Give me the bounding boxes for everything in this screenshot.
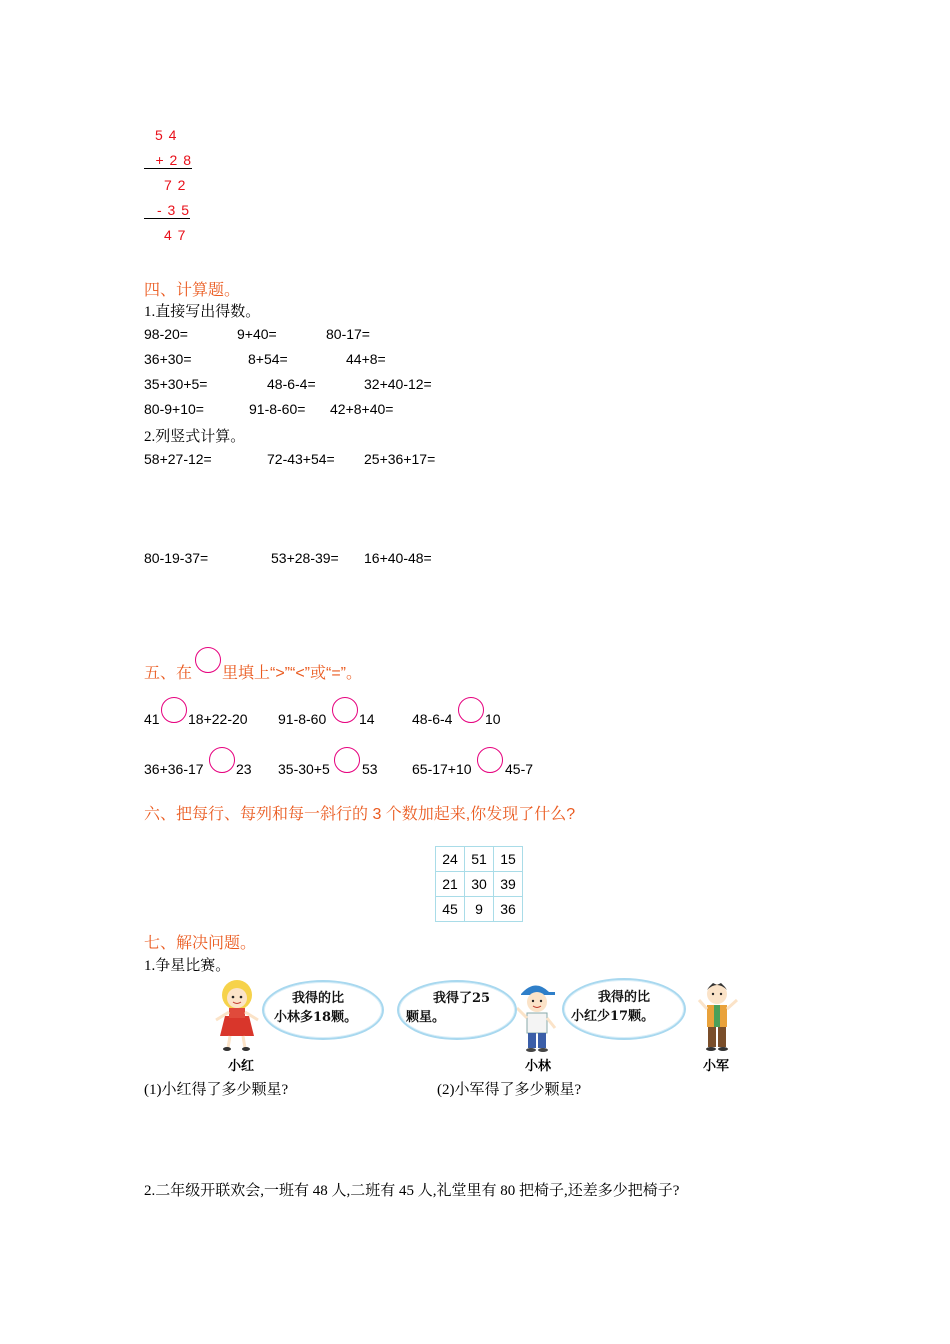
vertical-calc-item: 16+40-48= <box>364 550 432 566</box>
s4-q1: 1.直接写出得数。 <box>144 304 261 320</box>
compare-circle[interactable] <box>477 747 503 773</box>
vertical-calc-item: 80-19-37= <box>144 550 209 566</box>
vertical-result-2: 4 7 <box>164 227 187 243</box>
compare-circle[interactable] <box>209 747 235 773</box>
calc-item: 48-6-4= <box>267 376 316 392</box>
s4-q2: 2.列竖式计算。 <box>144 429 246 445</box>
grid-cell: 21 <box>436 872 465 897</box>
section-4-title: 四、计算题。 <box>144 282 241 299</box>
compare-right: 10 <box>485 711 501 727</box>
compare-left: 35-30+5 <box>278 761 330 777</box>
compare-circle[interactable] <box>458 697 484 723</box>
bubble2-line2: 颗星。 <box>406 1010 446 1025</box>
boy-xiaolin-icon <box>517 985 555 1052</box>
grid-cell: 15 <box>494 847 523 872</box>
calc-item: 80-9+10= <box>144 401 204 417</box>
section-5-title-b: 里填上“>”“<”或“=”。 <box>222 665 363 682</box>
compare-right: 45-7 <box>505 761 534 777</box>
vertical-calc-item: 25+36+17= <box>364 451 436 467</box>
calc-item: 44+8= <box>346 351 386 367</box>
section-5-title-a: 五、在 <box>144 665 193 682</box>
grid-cell: 51 <box>465 847 494 872</box>
grid-cell: 30 <box>465 872 494 897</box>
calc-item: 36+30= <box>144 351 192 367</box>
compare-left: 48-6-4 <box>412 711 453 727</box>
blank-circle-icon <box>195 647 221 673</box>
grid-cell: 36 <box>494 897 523 922</box>
vertical-subtrahend: - 3 5 <box>144 202 190 219</box>
compare-right: 14 <box>359 711 375 727</box>
section-6-title: 六、把每行、每列和每一斜行的 3 个数加起来,你发现了什么? <box>144 806 576 823</box>
grid-cell: 24 <box>436 847 465 872</box>
s7-sub2: (2)小军得了多少颗星? <box>437 1082 582 1098</box>
calc-item: 35+30+5= <box>144 376 208 392</box>
compare-right: 53 <box>362 761 378 777</box>
bubble1-line1: 我得的比 <box>292 991 345 1006</box>
name-xiaojun: 小军 <box>703 1059 730 1074</box>
compare-left: 65-17+10 <box>412 761 472 777</box>
s7-sub1: (1)小红得了多少颗星? <box>144 1082 289 1098</box>
compare-circle[interactable] <box>334 747 360 773</box>
section-7-title: 七、解决问题。 <box>144 935 257 952</box>
name-xiaohong: 小红 <box>228 1059 255 1074</box>
compare-left: 91-8-60 <box>278 711 327 727</box>
vertical-addend: + 2 8 <box>144 152 192 169</box>
compare-left: 36+36-17 <box>144 761 204 777</box>
compare-right: 23 <box>236 761 252 777</box>
name-xiaolin: 小林 <box>525 1059 552 1074</box>
vertical-num-1: 5 4 <box>155 127 178 143</box>
calc-item: 42+8+40= <box>330 401 394 417</box>
s7-q1: 1.争星比赛。 <box>144 958 231 974</box>
girl-xiaohong-icon <box>216 980 258 1051</box>
compare-right: 18+22-20 <box>188 711 248 727</box>
bubble2-line1: 我得了25 <box>433 991 491 1006</box>
calc-item: 9+40= <box>237 326 277 342</box>
grid-cell: 39 <box>494 872 523 897</box>
calc-item: 32+40-12= <box>364 376 432 392</box>
bubble1-line2: 小林多18颗。 <box>274 1010 358 1025</box>
compare-circle[interactable] <box>332 697 358 723</box>
vertical-calc-item: 58+27-12= <box>144 451 212 467</box>
compare-circle[interactable] <box>161 697 187 723</box>
calc-item: 91-8-60= <box>249 401 306 417</box>
boy-xiaojun-icon <box>699 983 737 1051</box>
compare-left: 41 <box>144 711 160 727</box>
bubble3-line1: 我得的比 <box>598 990 651 1005</box>
calc-item: 98-20= <box>144 326 188 342</box>
number-grid <box>435 846 523 922</box>
grid-cell: 9 <box>465 897 494 922</box>
vertical-calc-item: 72-43+54= <box>267 451 335 467</box>
grid-cell: 45 <box>436 897 465 922</box>
bubble3-line2: 小红少17颗。 <box>571 1009 655 1024</box>
calc-item: 8+54= <box>248 351 288 367</box>
s7-q2: 2.二年级开联欢会,一班有 48 人,二班有 45 人,礼堂里有 80 把椅子,还差多少把椅子? <box>144 1183 680 1199</box>
vertical-calc-item: 53+28-39= <box>271 550 339 566</box>
vertical-result-1: 7 2 <box>164 177 187 193</box>
calc-item: 80-17= <box>326 326 370 342</box>
